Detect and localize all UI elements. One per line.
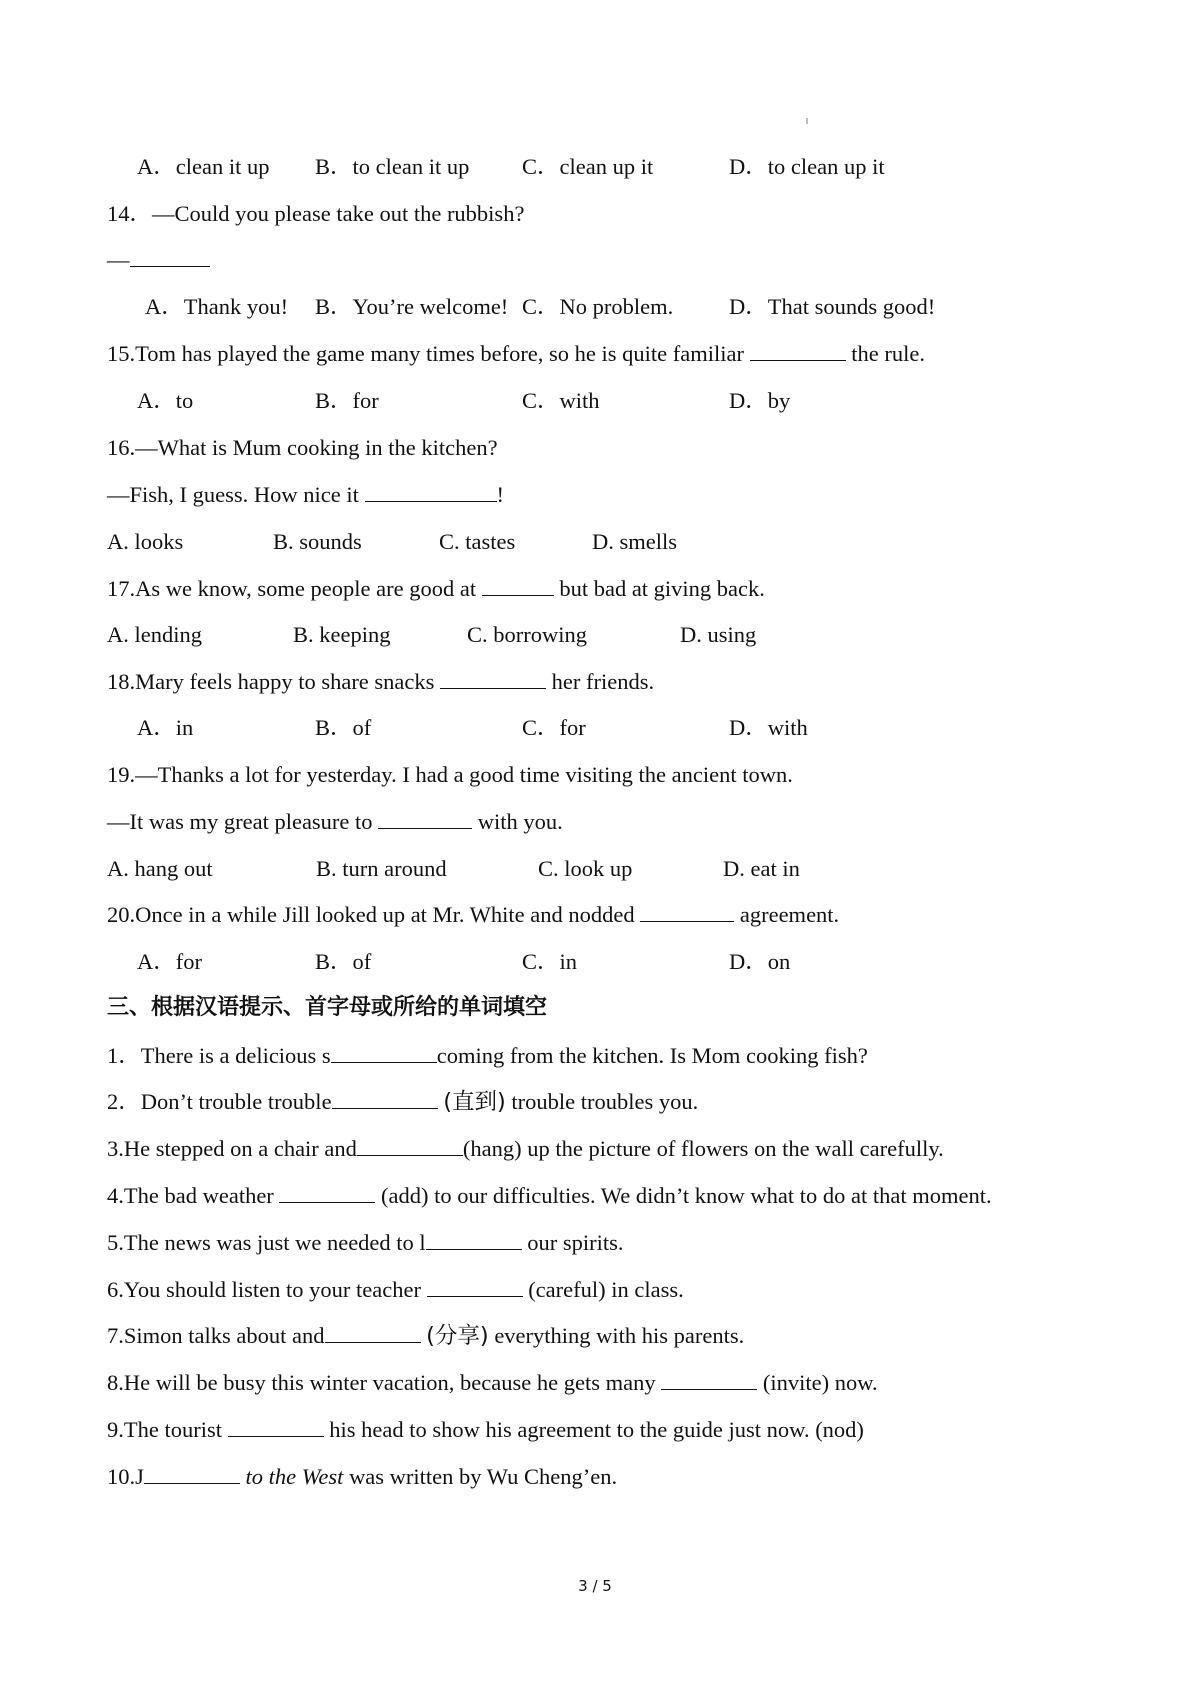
fill-1-blank[interactable]: [331, 1042, 437, 1063]
q14-reply: [107, 245, 210, 275]
fill-5-post: our spirits.: [527, 1230, 624, 1255]
q15-option-d: D．by: [729, 388, 791, 413]
q19-option-a: A. hang out: [107, 856, 213, 881]
q20-answer-blank[interactable]: [640, 901, 734, 922]
q17-option-d: D. using: [680, 622, 757, 647]
fill-item-4: [107, 1181, 992, 1211]
q17-answer-blank[interactable]: [482, 575, 554, 596]
fill-item-8: [107, 1368, 878, 1398]
fill-10-blank[interactable]: [144, 1463, 240, 1484]
q20-option-b: B．of: [315, 949, 372, 974]
q19-option-b: B. turn around: [316, 856, 447, 881]
fill-item-5: [107, 1228, 624, 1258]
fill-3-post: (hang) up the picture of flowers on the wall carefully.: [462, 1136, 944, 1161]
q19-option-c: C. look up: [538, 856, 633, 881]
q17-stem: [107, 574, 765, 604]
q18-stem-pre: 18.Mary feels happy to share snacks: [107, 669, 435, 694]
page-number: 3 / 5: [578, 1577, 612, 1595]
q17-stem-post: but bad at giving back.: [559, 576, 765, 601]
fill-7-blank[interactable]: [325, 1322, 421, 1343]
q16-option-c: C. tastes: [439, 529, 516, 554]
fill-6-post: (careful) in class.: [528, 1277, 684, 1302]
fill-5-pre: 5.The news was just we needed to l: [107, 1230, 426, 1255]
fill-9-pre: 9.The tourist: [107, 1417, 222, 1442]
fill-2-hint: (直到): [443, 1089, 506, 1115]
q15-option-c: C．with: [522, 388, 600, 413]
q20-stem-pre: 20.Once in a while Jill looked up at Mr. White and nodded: [107, 902, 635, 927]
q19-stem: 19.—Thanks a lot for yesterday. I had a good time visiting the ancient town.: [107, 762, 793, 787]
fill-7-post: everything with his parents.: [494, 1323, 745, 1348]
q14-option-a: A．Thank you!: [145, 294, 289, 319]
q18-answer-blank[interactable]: [440, 668, 546, 689]
q18-stem: [107, 667, 654, 697]
section-heading: 三、根据汉语提示、首字母或所给的单词填空: [107, 995, 548, 1020]
q13-option-b: B．to clean it up: [315, 154, 470, 179]
q16-reply-pre: —Fish, I guess. How nice it: [107, 482, 359, 507]
fill-7-pre: 7.Simon talks about and: [107, 1323, 325, 1348]
fill-3-blank[interactable]: [357, 1135, 463, 1156]
q17-option-b: B. keeping: [293, 622, 391, 647]
stray-mark: [806, 118, 808, 124]
fill-item-2: [107, 1087, 698, 1117]
q20-option-d: D．on: [729, 949, 791, 974]
q16-option-d: D. smells: [592, 529, 678, 554]
fill-item-3: [107, 1134, 944, 1164]
q14-option-c: C．No problem.: [522, 294, 674, 319]
fill-8-pre: 8.He will be busy this winter vacation, because he gets many: [107, 1370, 656, 1395]
fill-item-7: [107, 1321, 744, 1351]
fill-item-1: [107, 1041, 868, 1071]
q18-option-d: D．with: [729, 715, 808, 740]
q16-stem: 16.—What is Mum cooking in the kitchen?: [107, 435, 498, 460]
q17-option-c: C. borrowing: [467, 622, 587, 647]
fill-item-9: [107, 1415, 864, 1445]
q14-answer-blank[interactable]: [130, 246, 210, 267]
q14-option-d: D．That sounds good!: [729, 294, 936, 319]
fill-item-10: [107, 1462, 617, 1492]
q19-answer-blank[interactable]: [378, 808, 472, 829]
fill-9-post: his head to show his agreement to the guide just now. (nod): [329, 1417, 864, 1442]
fill-7-hint: (分享): [426, 1323, 489, 1349]
fill-6-blank[interactable]: [427, 1276, 523, 1297]
fill-8-blank[interactable]: [661, 1369, 757, 1390]
q15-stem-post: the rule.: [851, 341, 925, 366]
q20-stem: [107, 900, 839, 930]
q19-option-d: D. eat in: [723, 856, 800, 881]
fill-6-pre: 6.You should listen to your teacher: [107, 1277, 421, 1302]
q20-option-c: C．in: [522, 949, 578, 974]
q14-stem: 14．—Could you please take out the rubbish?: [107, 201, 525, 226]
fill-1-pre: 1．There is a delicious s: [107, 1043, 331, 1068]
fill-10-italic-title: to the West: [245, 1464, 344, 1489]
q16-option-a: A. looks: [107, 529, 184, 554]
q14-reply-dash: —: [107, 247, 130, 272]
q19-reply: [107, 807, 563, 837]
fill-10-pre: 10.J: [107, 1464, 144, 1489]
q20-option-a: A．for: [137, 949, 202, 974]
q16-reply-post: !: [496, 482, 504, 507]
q18-option-c: C．for: [522, 715, 586, 740]
q13-option-c: C．clean up it: [522, 154, 654, 179]
q14-option-b: B．You’re welcome!: [315, 294, 509, 319]
fill-4-post: (add) to our difficulties. We didn’t know what to do at that moment.: [381, 1183, 992, 1208]
fill-item-6: [107, 1275, 684, 1305]
q19-reply-post: with you.: [477, 809, 563, 834]
fill-3-pre: 3.He stepped on a chair and: [107, 1136, 357, 1161]
q15-stem: [107, 339, 925, 369]
q18-option-b: B．of: [315, 715, 372, 740]
fill-10-post: was written by Wu Cheng’en.: [349, 1464, 618, 1489]
q15-answer-blank[interactable]: [750, 340, 846, 361]
q13-option-a: A．clean it up: [137, 154, 270, 179]
q16-answer-blank[interactable]: [365, 481, 497, 502]
fill-9-blank[interactable]: [228, 1416, 324, 1437]
q20-stem-post: agreement.: [739, 902, 840, 927]
q15-option-a: A．to: [137, 388, 194, 413]
q18-option-a: A．in: [137, 715, 194, 740]
q17-stem-pre: 17.As we know, some people are good at: [107, 576, 477, 601]
fill-2-post: trouble troubles you.: [511, 1089, 699, 1114]
q16-option-b: B. sounds: [273, 529, 362, 554]
q15-stem-pre: 15.Tom has played the game many times before, so he is quite familiar: [107, 341, 744, 366]
q16-reply: [107, 480, 504, 510]
fill-4-pre: 4.The bad weather: [107, 1183, 274, 1208]
fill-1-post: coming from the kitchen. Is Mom cooking fish?: [436, 1043, 868, 1068]
fill-2-blank[interactable]: [332, 1088, 438, 1109]
fill-4-blank[interactable]: [279, 1182, 375, 1203]
q15-option-b: B．for: [315, 388, 379, 413]
fill-5-blank[interactable]: [426, 1229, 522, 1250]
q19-reply-pre: —It was my great pleasure to: [107, 809, 373, 834]
q13-option-d: D．to clean up it: [729, 154, 885, 179]
q17-option-a: A. lending: [107, 622, 202, 647]
fill-2-pre: 2．Don’t trouble trouble: [107, 1089, 332, 1114]
q18-stem-post: her friends.: [551, 669, 655, 694]
fill-8-post: (invite) now.: [762, 1370, 878, 1395]
